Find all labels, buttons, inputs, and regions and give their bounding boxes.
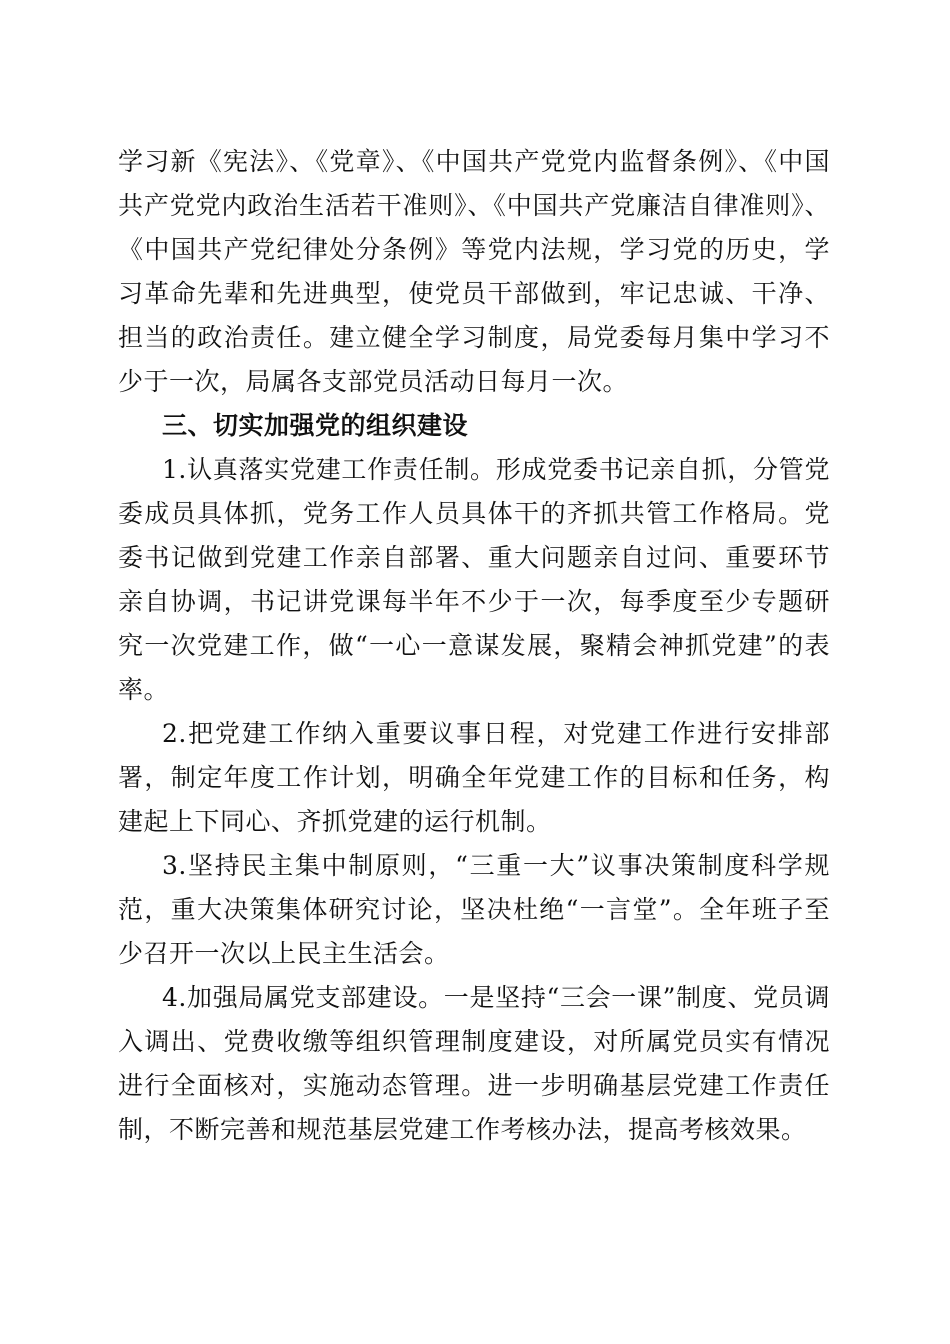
section-heading-3: 三、切实加强党的组织建设 — [162, 411, 469, 440]
document-body — [118, 140, 830, 1152]
paragraph-item-1: 1.认真落实党建工作责任制。形成党委书记亲自抓，分管党委成员具体抓，党务工作人员具体干的齐抓共管工作格局。党委书记做到党建工作亲自部署、重大问题亲自过问、重要环节亲自协调，书记讲党课每半年不少于一次，每季度至少专题研究一次党建工作，做“一心一意谋发展，聚精会神抓党建”的表率。 — [118, 455, 830, 704]
paragraph-continued: 学习新《宪法》、《党章》、《中国共产党党内监督条例》、《中国共产党党内政治生活若干准则》、《中国共产党廉洁自律准则》、《中国共产党纪律处分条例》等党内法规，学习党的历史，学习革命先辈和先进典型，使党员干部做到，牢记忠诚、干净、担当的政治责任。建立健全学习制度，局党委每月集中学习不少于一次，局属各支部党员活动日每月一次。 — [118, 147, 830, 396]
paragraph-item-4: 4.加强局属党支部建设。一是坚持“三会一课”制度、党员调入调出、党费收缴等组织管理制度建设，对所属党员实有情况进行全面核对，实施动态管理。进一步明确基层党建工作责任制，不断完善和规范基层党建工作考核办法，提高考核效果。 — [118, 983, 830, 1144]
paragraph-item-3: 3.坚持民主集中制原则，“三重一大”议事决策制度科学规范，重大决策集体研究讨论，坚决杜绝“一言堂”。全年班子至少召开一次以上民主生活会。 — [118, 851, 830, 968]
paragraph-item-2: 2.把党建工作纳入重要议事日程，对党建工作进行安排部署，制定年度工作计划，明确全年党建工作的目标和任务，构建起上下同心、齐抓党建的运行机制。 — [118, 719, 830, 836]
